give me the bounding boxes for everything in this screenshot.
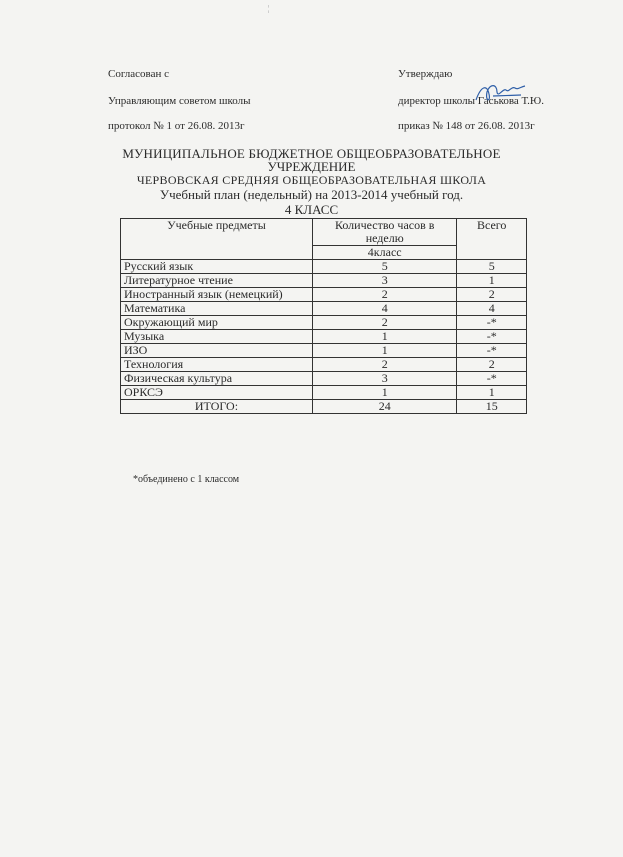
hours-cell: 1: [312, 330, 457, 344]
header-line5: 4 КЛАСС: [284, 202, 339, 217]
footnote: *объединено с 1 классом: [133, 474, 240, 485]
subject-cell: Физическая культура: [121, 372, 313, 386]
subject-cell: Окружающий мир: [121, 316, 313, 330]
total-total-cell: 15: [457, 400, 527, 414]
total-label: ИТОГО:: [121, 400, 313, 414]
total-cell: 4: [457, 302, 527, 316]
table-row: [121, 260, 527, 274]
curriculum-table: [120, 218, 527, 414]
total-cell: -*: [457, 330, 527, 344]
subject-cell: Технология: [121, 358, 313, 372]
total-row: [121, 400, 527, 414]
table-row: [121, 274, 527, 288]
hours-cell: 3: [312, 372, 457, 386]
approval-left-line2: Управляющим советом школы: [108, 95, 251, 107]
total-cell: 1: [457, 386, 527, 400]
header-line2: УЧРЕЖДЕНИЕ: [267, 159, 356, 174]
header-hours: Количество часов в неделю: [312, 219, 457, 246]
header-subjects: Учебные предметы: [121, 219, 313, 260]
table-row: [121, 358, 527, 372]
table-header-row: [121, 219, 527, 246]
director-signature: [473, 80, 531, 106]
total-cell: -*: [457, 316, 527, 330]
total-cell: -*: [457, 344, 527, 358]
hours-cell: 4: [312, 302, 457, 316]
hours-cell: 2: [312, 288, 457, 302]
hours-cell: 3: [312, 274, 457, 288]
table-row: [121, 372, 527, 386]
table-row: [121, 330, 527, 344]
scan-mark: ¦: [268, 4, 270, 13]
total-cell: 2: [457, 288, 527, 302]
hours-cell: 5: [312, 260, 457, 274]
approval-left-line3: протокол № 1 от 26.08. 2013г: [108, 120, 245, 132]
table-row: [121, 344, 527, 358]
header-line3: ЧЕРВОВСКАЯ СРЕДНЯЯ ОБЩЕОБРАЗОВАТЕЛЬНАЯ ШКОЛА: [136, 173, 487, 187]
total-cell: 2: [457, 358, 527, 372]
subject-cell: ОРКСЭ: [121, 386, 313, 400]
total-cell: 1: [457, 274, 527, 288]
header-line4: Учебный план (недельный) на 2013-2014 учебный год.: [159, 187, 464, 202]
subject-cell: ИЗО: [121, 344, 313, 358]
subject-cell: Русский язык: [121, 260, 313, 274]
subject-cell: Литературное чтение: [121, 274, 313, 288]
subject-cell: Иностранный язык (немецкий): [121, 288, 313, 302]
total-cell: -*: [457, 372, 527, 386]
hours-cell: 1: [312, 344, 457, 358]
subject-cell: Математика: [121, 302, 313, 316]
table-row: [121, 302, 527, 316]
total-hours-cell: 24: [312, 400, 457, 414]
approval-right-line2: директор школы Гаськова Т.Ю.: [398, 95, 544, 107]
hours-cell: 1: [312, 386, 457, 400]
approval-right-line1: Утверждаю: [398, 68, 453, 80]
approval-right-line3: приказ № 148 от 26.08. 2013г: [398, 120, 535, 132]
subject-cell: Музыка: [121, 330, 313, 344]
hours-cell: 2: [312, 358, 457, 372]
table-row: [121, 288, 527, 302]
hours-cell: 2: [312, 316, 457, 330]
approval-left-line1: Согласован с: [108, 68, 169, 80]
header-grade: 4класс: [312, 246, 457, 260]
header-line1: МУНИЦИПАЛЬНОЕ БЮДЖЕТНОЕ ОБЩЕОБРАЗОВАТЕЛЬНОЕ: [122, 146, 501, 161]
table-row: [121, 316, 527, 330]
header-total: Всего: [457, 219, 527, 260]
total-cell: 5: [457, 260, 527, 274]
table-row: [121, 386, 527, 400]
